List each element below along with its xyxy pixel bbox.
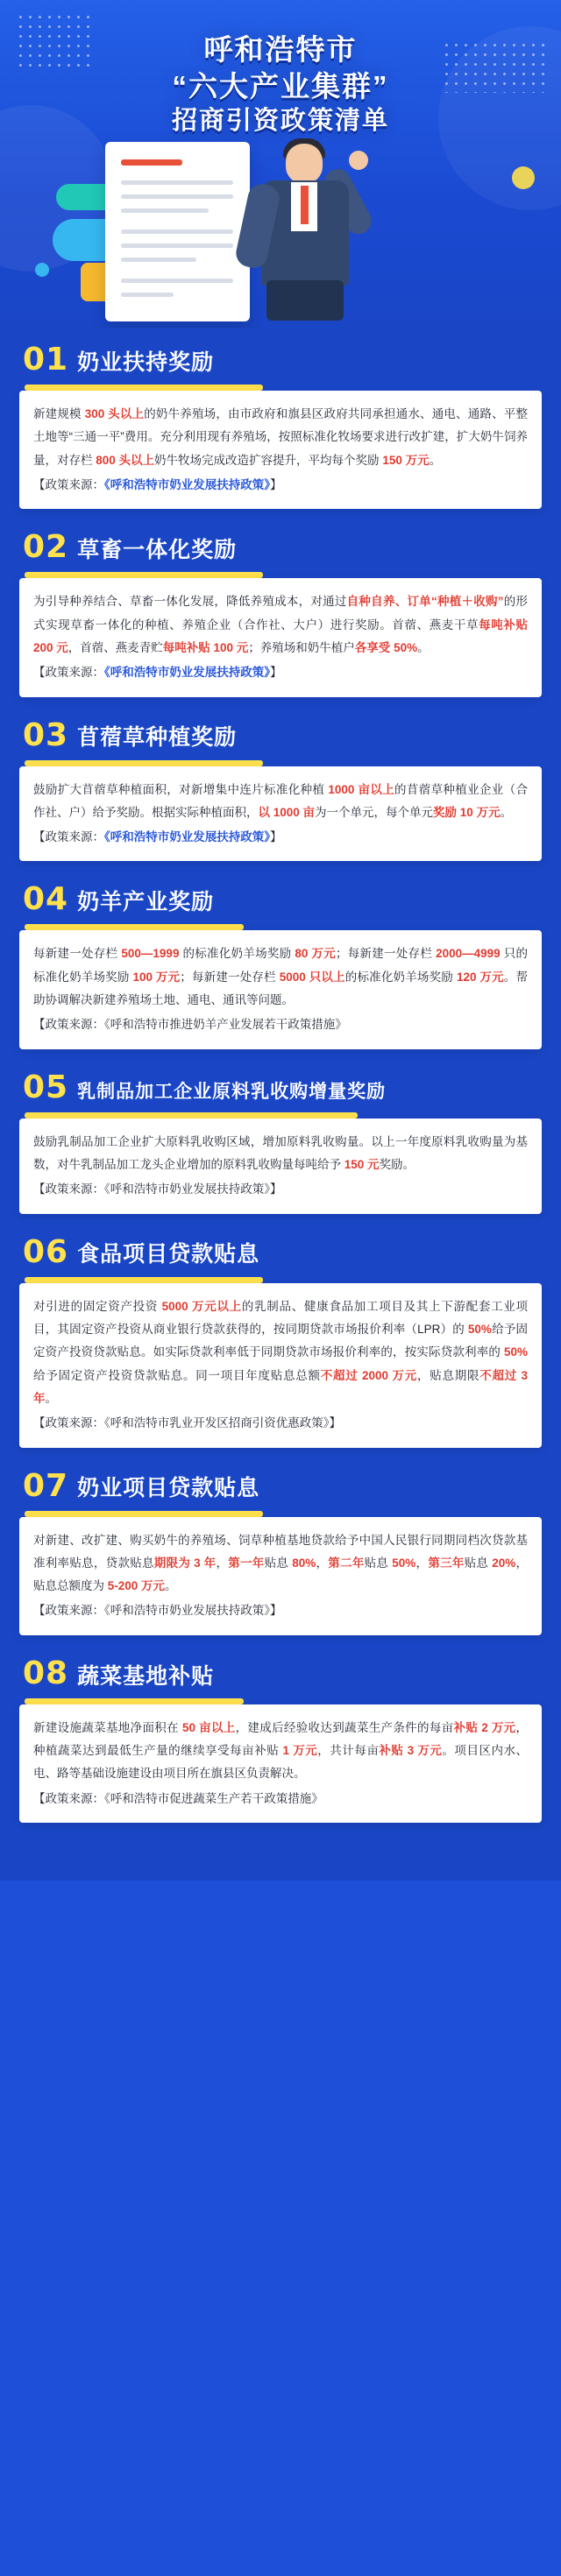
section-header [19,529,542,566]
title-line-3: 招商引资政策清单 [171,107,389,136]
policy-section [19,1069,542,1214]
section-header [19,1467,542,1504]
person-illustration [237,131,394,320]
title-underline [25,924,244,930]
section-number: 07 [23,1467,69,1504]
section-title: 奶羊产业奖励 [77,890,215,915]
title-underline [25,760,263,766]
section-number: 03 [23,716,69,753]
section-body: 为引导种养结合、草畜一体化发展，降低养殖成本，对通过自种自养、订单“种植＋收购”的形式实现草畜一体化的种植、养殖企业（合作社、大户）进行奖励。首蓿、燕麦干草每吨补贴 200 元，首蓿、燕麦青贮每吨补贴 100 元；养殖场和奶牛植户各享受 50%。 【政策来源：《呼和浩特市奶业发展扶持政策》】 [19,578,542,696]
section-title: 乳制品加工企业原料乳收购增量奖励 [77,1081,387,1102]
title-underline [25,385,263,391]
title-line-2: “六大产业集群” [172,70,389,103]
document-illustration [105,142,250,321]
section-title: 草畜一体化奖励 [77,538,238,562]
section-body: 新建规模 300 头以上的奶牛养殖场，由市政府和旗县区政府共同承担通水、通电、通路、平整土地等“三通一平”费用。充分利用现有养殖场，按照标准化牧场要求进行改扩建，扩大奶牛饲养量，对存栏 800 头以上奶牛牧场完成改造扩容提升，平均每个奖励 150 万元。 【政策来源：《呼和浩特市奶业发展扶持政策》】 [19,391,542,509]
header-banner [0,0,561,328]
section-header [19,344,542,376]
section-body: 鼓励乳制品加工企业扩大原料乳收购区域，增加原料乳收购量。以上一年度原料乳收购量为基数，对牛乳制品加工龙头企业增加的原料乳收购量每吨给予 150 元奖励。 【政策来源：《呼和浩特市奶业发展扶持政策》】 [19,1119,542,1214]
section-body: 每新建一处存栏 500—1999 的标准化奶羊场奖励 80 万元；每新建一处存栏 2000—4999 只的标准化奶羊场奖励 100 万元；每新建一处存栏 5000 只以上的标准化奶羊场奖励 120 万元。帮助协调解决新建养殖场土地、通电、通讯等问题。 【政策来源：《呼和浩特市推进奶羊产业发展若干政策措施》 [19,930,542,1048]
section-number: 04 [23,881,69,918]
section-header [19,881,542,918]
policy-section [19,1467,542,1635]
section-header [19,1233,542,1270]
section-body: 对新建、改扩建、购买奶牛的养殖场、饲草种植基地贷款给予中国人民银行同期同档次贷款基准利率贴息，贷款贴息期限为 3 年，第一年贴息 80%，第二年贴息 50%，第三年贴息 20%，贴息总额度为 5-200 万元。 【政策来源：《呼和浩特市奶业发展扶持政策》】 [19,1517,542,1635]
policy-section [19,716,542,862]
section-title: 奶业项目贷款贴息 [77,1476,260,1501]
section-header [19,1069,542,1105]
section-header [19,1655,542,1691]
page-title [0,0,561,138]
title-underline [25,1277,263,1283]
title-underline [25,572,263,578]
section-title: 蔬菜基地补贴 [77,1663,215,1689]
section-number: 06 [23,1233,69,1270]
section-body: 新建设施蔬菜基地净面积在 50 亩以上，建成后经验收达到蔬菜生产条件的每亩补贴 2 万元，种植蔬菜达到最低生产量的继续享受每亩补贴 1 万元，共计每亩补贴 3 万元。项目区内水、电、路等基础设施建设由项目所在旗县区负责解决。 【政策来源：《呼和浩特市促进蔬菜生产若干政策措施》 [19,1704,542,1823]
section-body: 鼓励扩大苜蓿草种植面积，对新增集中连片标准化种植 1000 亩以上的苜蓿草种植业企业（合作社、户）给予奖励。根据实际种植面积，以 1000 亩为一个单元，每个单元奖励 10 万元。 【政策来源：《呼和浩特市奶业发展扶持政策》】 [19,766,542,862]
section-body: 对引进的固定资产投资 5000 万元以上的乳制品、健康食品加工项目及其上下游配套工业项目，其固定资产投资从商业银行贷款获得的，按同期贷款市场报价利率（LPR）的 50%给予固定资产投资贷款贴息。如实际贷款利率低于同期贷款市场报价利率的，按实际贷款利率的 50%给予固定资产投资贷款贴息。同一项目年度贴息总额不超过 2000 万元，贴息期限不超过 3 年。 【政策来源：《呼和浩特市乳业开发区招商引资优惠政策》】 [19,1283,542,1448]
section-title: 食品项目贷款贴息 [77,1242,260,1267]
hero-illustration [0,131,561,328]
policy-section [19,344,542,509]
policy-section [19,1655,542,1823]
title-underline [25,1698,244,1704]
section-number: 08 [23,1655,69,1691]
policy-section [19,881,542,1048]
policy-section [19,529,542,696]
title-underline [25,1511,263,1517]
section-title: 奶业扶持奖励 [77,349,215,375]
title-line-1: 呼和浩特市 [203,33,358,66]
section-number: 05 [23,1069,69,1105]
title-underline [25,1112,358,1119]
section-number: 01 [23,342,69,378]
section-header [19,716,542,753]
policy-sections [0,328,561,1881]
policy-section [19,1233,542,1448]
section-title: 苜蓿草种植奖励 [77,725,238,751]
section-number: 02 [23,529,69,566]
